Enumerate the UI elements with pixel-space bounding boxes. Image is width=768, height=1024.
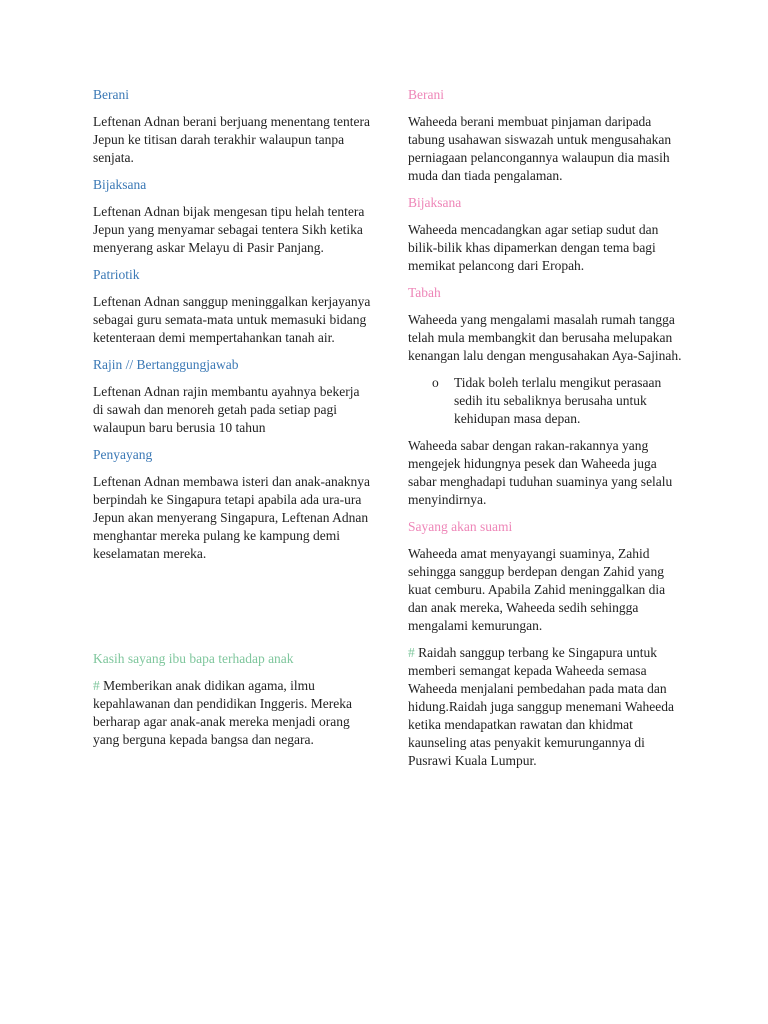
bullet-item [408,374,688,428]
paragraph-bijaksana: Leftenan Adnan bijak mengesan tipu helah tentera Jepun yang menyamar sebagai tentera Sikh ketika menyerang askar Melayu di Pasir Panjang. [93,204,365,255]
heading-penyayang: Penyayang [93,447,153,462]
heading-bijaksana-waheeda: Bijaksana [408,195,462,210]
paragraph-berani-waheeda: Waheeda berani membuat pinjaman daripada tabung usahawan siswazah untuk mengusahakan perniagaan pelancongannya walaupun dia masih muda dan tiada pengalaman. [408,114,672,183]
paragraph-kasih-sayang [93,677,373,749]
paragraph-raidah-text: Raidah sanggup terbang ke Singapura untuk memberi semangat kepada Waheeda semasa Waheeda menjalani pembedahan pada mata dan hidung.Raidah juga sanggup menemani Waheeda ketika mendapatkan rawatan dan khidmat kaunseling atas penyakit kemurungannya di Pusrawi Kuala Lumpur. [408,645,674,768]
bullet-text: Tidak boleh terlalu mengikut perasaan sedih itu sebaliknya berusaha untuk kehidupan masa depan. [454,375,662,426]
paragraph-penyayang: Leftenan Adnan membawa isteri dan anak-anaknya berpindah ke Singapura tetapi apabila ada ura-ura Jepun akan menyerang Singapura, Leftenan Adnan menghantar mereka pulang ke kampung demi keselamatan mereka. [93,474,371,561]
paragraph-patriotik: Leftenan Adnan sanggup meninggalkan kerjayanya sebagai guru semata-mata untuk memasuki bidang ketenteraan demi mempertahankan tanah air. [93,294,371,345]
heading-patriotik: Patriotik [93,267,140,282]
heading-kasih-sayang: Kasih sayang ibu bapa terhadap anak [93,651,294,666]
heading-berani: Berani [93,87,129,102]
paragraph-bijaksana-waheeda: Waheeda mencadangkan agar setiap sudut dan bilik-bilik khas dipamerkan dengan tema bagi memikat pelancong dari Eropah. [408,222,659,273]
bullet-circle-icon: o [432,375,439,390]
paragraph-sayang-suami: Waheeda amat menyayangi suaminya, Zahid sehingga sanggup berdepan dengan Zahid yang kuat cemburu. Apabila Zahid meninggalkan dia dan anak mereka, Waheeda sedih sehingga mengalami kemurungan. [408,546,666,633]
hash-marker: # [93,678,100,693]
heading-berani-waheeda: Berani [408,87,444,102]
paragraph-berani: Leftenan Adnan berani berjuang menentang tentera Jepun ke titisan darah terakhir walaupun tanpa senjata. [93,114,371,165]
left-spacer [93,572,373,650]
paragraph-sabar: Waheeda sabar dengan rakan-rakannya yang mengejek hidungnya pesek dan Waheeda juga sabar menghadapi tuduhan suaminya yang selalu menyindirnya. [408,438,673,507]
right-column [408,86,688,779]
heading-bijaksana: Bijaksana [93,177,147,192]
heading-sayang-suami: Sayang akan suami [408,519,513,534]
heading-rajin: Rajin // Bertanggungjawab [93,357,239,372]
hash-marker: # [408,645,415,660]
paragraph-rajin: Leftenan Adnan rajin membantu ayahnya bekerja di sawah dan menoreh getah pada setiap pagi walaupun baru berusia 10 tahun [93,384,360,435]
paragraph-tabah: Waheeda yang mengalami masalah rumah tangga telah mula membangkit dan berusaha melupakan kenangan lalu dengan mengusahakan Aya-Sajinah. [408,312,682,363]
paragraph-raidah [408,644,688,770]
heading-tabah: Tabah [408,285,441,300]
left-column [93,86,373,758]
paragraph-kasih-sayang-text: Memberikan anak didikan agama, ilmu kepahlawanan dan pendidikan Inggeris. Mereka berharap agar anak-anak mereka menjadi orang yang berguna kepada bangsa dan negara. [93,678,353,747]
